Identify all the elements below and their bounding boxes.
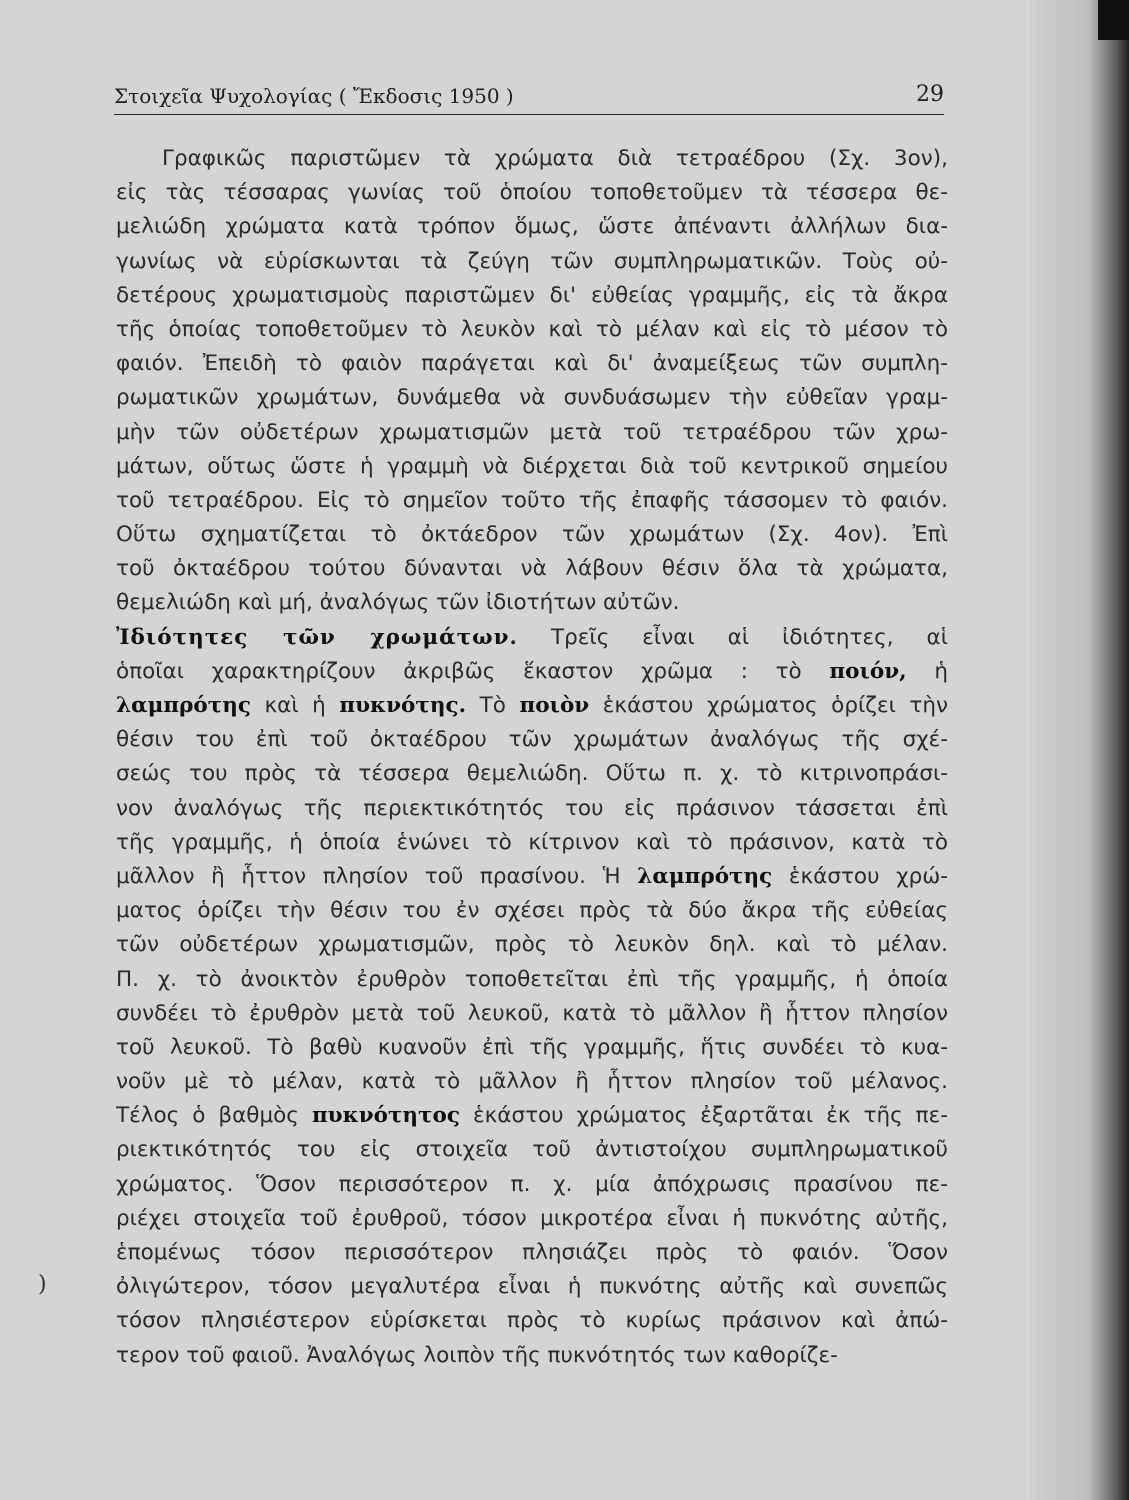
margin-mark: ) [38, 1272, 47, 1297]
text-span: ὁποῖαι χαρακτηρίζουν ἀκριβῶς ἕκαστον χρῶμα : τὸ [116, 658, 802, 684]
bold-term: ποιὸν [519, 693, 590, 718]
text-line: θεμελιώδη καὶ μή, ἀναλόγως τῶν ἰδιοτήτων αὐτῶν. [116, 590, 680, 616]
text-line [116, 689, 948, 723]
bold-term: λαμπρότης [637, 863, 773, 889]
text-line: τῶν οὐδετέρων χρωματισμῶν, πρὸς τὸ λευκὸν δηλ. καὶ τὸ μέλαν. [116, 932, 948, 958]
text-line: Οὕτω σχηματίζεται τὸ ὀκτάεδρον τῶν χρωμάτων (Σχ. 4ον). Ἐπὶ [116, 522, 948, 548]
body-text [116, 142, 948, 1373]
text-line: δετέρους χρωματισμοὺς παριστῶμεν δι' εὐθείας γραμμῆς, εἰς τὰ ἄκρα [116, 282, 948, 308]
text-line: εἰς τὰς τέσσαρας γωνίας τοῦ ὁποίου τοποθετοῦμεν τὰ τέσσερα θε- [116, 180, 948, 206]
text-line: μελιώδη χρώματα κατὰ τρόπον ὅμως, ὥστε ἀπέναντι ἀλλήλων δια- [116, 214, 948, 240]
running-header [114, 80, 944, 115]
text-line: ρωματικῶν χρωμάτων, δυνάμεθα νὰ συνδυάσωμεν τὴν εὐθεῖαν γραμ- [116, 385, 948, 411]
section-line-rest: Τρεῖς εἶναι αἱ ἰδιότητες, αἱ [551, 624, 948, 650]
section-line [116, 621, 948, 655]
text-line: τοῦ τετραέδρου. Εἰς τὸ σημεῖον τοῦτο τῆς ἐπαφῆς τάσσομεν τὸ φαιόν. [116, 487, 948, 513]
page-number: 29 [916, 82, 944, 107]
text-span: ἑκάστου χρώ- [788, 863, 948, 889]
text-line: νοῦν μὲ τὸ μέλαν, κατὰ τὸ μᾶλλον ἢ ἧττον πλησίον τοῦ μέλανος. [116, 1069, 948, 1095]
text-line: τοῦ λευκοῦ. Τὸ βαθὺ κυανοῦν ἐπὶ τῆς γραμμῆς, ἥτις συνδέει τὸ κυα- [116, 1034, 948, 1060]
text-line: ὀλιγώτερον, τόσον μεγαλυτέρα εἶναι ἡ πυκνότης αὐτῆς καὶ συνεπῶς [116, 1274, 948, 1300]
text-line: φαιόν. Ἐπειδὴ τὸ φαιὸν παράγεται καὶ δι' ἀναμείξεως τῶν συμπλη- [116, 351, 948, 377]
corner-shadow [1098, 0, 1129, 40]
text-span: ἑκάστου χρώματος ὁρίζει τὴν [602, 693, 948, 718]
bold-term: λαμπρότης [116, 693, 251, 718]
section-heading: Ἰδιότητες τῶν χρωμάτων. [116, 624, 519, 650]
text-line [116, 655, 948, 689]
text-line: ριεκτικότητός του εἰς στοιχεῖα τοῦ ἀντιστοίχου συμπληρωματικοῦ [116, 1137, 948, 1163]
text-line: μὴν τῶν οὐδετέρων χρωματισμῶν μετὰ τοῦ τετραέδρου τῶν χρω- [116, 419, 948, 445]
text-line: μάτων, οὕτως ὥστε ἡ γραμμὴ νὰ διέρχεται διὰ τοῦ κεντρικοῦ σημείου [116, 453, 948, 479]
text-span: Τὸ [479, 693, 506, 718]
text-span: καὶ ἡ [264, 693, 326, 718]
text-line: ἑπομένως τόσον περισσότερον πλησιάζει πρὸς τὸ φαιόν. Ὅσον [116, 1240, 948, 1265]
bold-term: πυκνότητος [311, 1103, 460, 1129]
text-line: ματος ὁρίζει τὴν θέσιν του ἐν σχέσει πρὸς τὰ δύο ἄκρα τῆς εὐθείας [116, 898, 948, 924]
header-title: Στοιχεῖα Ψυχολογίας ( Ἔκδοσις 1950 ) [114, 84, 514, 108]
text-line [116, 1099, 948, 1133]
bold-term: ποιόν, [829, 658, 907, 684]
text-span: μᾶλλον ἢ ἧττον πλησίον τοῦ πρασίνου. Ἡ [116, 863, 621, 889]
text-line: χρώματος. Ὅσον περισσότερον π. χ. μία ἀπόχρωσις πρασίνου πε- [116, 1171, 948, 1197]
binding-shadow [1030, 0, 1129, 1500]
text-line: ριέχει στοιχεῖα τοῦ ἐρυθροῦ, τόσον μικροτέρα εἶναι ἡ πυκνότης αὐτῆς, [116, 1205, 948, 1231]
text-span: Τέλος ὁ βαθμὸς [116, 1103, 299, 1129]
text-line: θέσιν του ἐπὶ τοῦ ὀκταέδρου τῶν χρωμάτων ἀναλόγως τῆς σχέ- [116, 727, 948, 753]
text-span: ἑκάστου χρώματος ἐξαρτᾶται ἐκ τῆς πε- [472, 1103, 948, 1129]
text-line: σεώς του πρὸς τὰ τέσσερα θεμελιώδη. Οὕτω π. χ. τὸ κιτρινοπράσι- [116, 761, 948, 787]
text-line: συνδέει τὸ ἐρυθρὸν μετὰ τοῦ λευκοῦ, κατὰ τὸ μᾶλλον ἢ ἧττον πλησίον [116, 1000, 948, 1026]
text-line: γωνίως νὰ εὑρίσκωνται τὰ ζεύγη τῶν συμπληρωματικῶν. Τοὺς οὐ- [116, 248, 948, 274]
text-line: τοῦ ὀκταέδρου τούτου δύνανται νὰ λάβουν θέσιν ὅλα τὰ χρώματα, [116, 556, 948, 582]
text-line: νον ἀναλόγως τῆς περιεκτικότητός του εἰς πράσινον τάσσεται ἐπὶ [116, 795, 948, 821]
text-span: ἡ [934, 658, 948, 684]
text-line: τόσον πλησιέστερον εὑρίσκεται πρὸς τὸ κυρίως πράσινον καὶ ἀπώ- [116, 1308, 948, 1334]
text-line [116, 860, 948, 894]
text-line: Γραφικῶς παριστῶμεν τὰ χρώματα διὰ τετραέδρου (Σχ. 3ον), [162, 146, 948, 171]
text-line: Π. χ. τὸ ἀνοικτὸν ἐρυθρὸν τοποθετεῖται ἐπὶ τῆς γραμμῆς, ἡ ὁποία [116, 966, 948, 992]
bold-term: πυκνότης. [339, 693, 467, 718]
text-line: τῆς ὁποίας τοποθετοῦμεν τὸ λευκὸν καὶ τὸ μέλαν καὶ εἰς τὸ μέσον τὸ [116, 316, 948, 342]
text-line: τερον τοῦ φαιοῦ. Ἀναλόγως λοιπὸν τῆς πυκνότητός των καθορίζε- [116, 1342, 838, 1368]
text-line: τῆς γραμμῆς, ἡ ὁποία ἑνώνει τὸ κίτρινον καὶ τὸ πράσινον, κατὰ τὸ [116, 829, 948, 855]
